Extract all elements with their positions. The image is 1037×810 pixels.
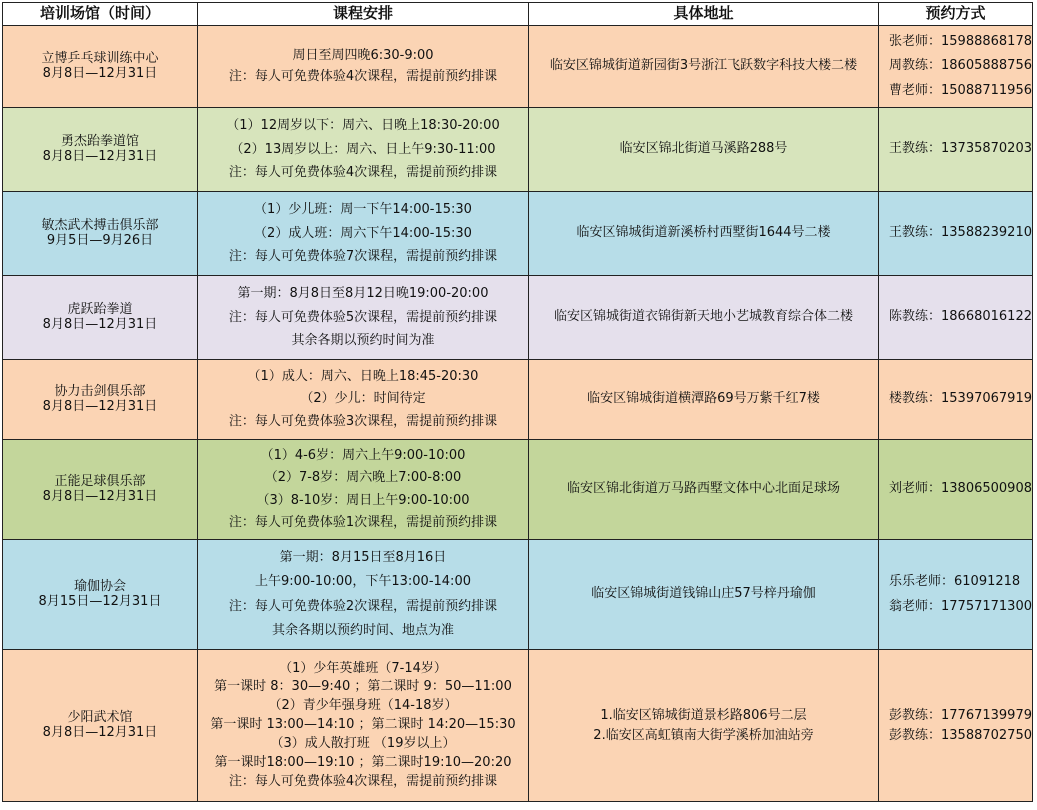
schedule-line: （2）成人班：周六下午14:00-15:30 (254, 225, 472, 241)
schedule-line: 注：每人可免费体验4次课程，需提前预约排课 (228, 773, 498, 789)
venue-dates: 9月5日—9月26日 (46, 232, 154, 248)
schedule-cell (198, 108, 529, 192)
schedule-cell (198, 276, 529, 360)
venue-cell (3, 26, 198, 108)
venue-name: 敏杰武术搏击俱乐部 (41, 217, 159, 233)
venue-cell (3, 192, 198, 276)
schedule-line: （1）4-6岁：周六上午9:00-10:00 (260, 448, 466, 464)
contact-line: 翁老师：17757171300 (889, 598, 1032, 614)
address-cell: 临安区锦北街道马溪路288号 (529, 108, 879, 192)
schedule-line: 第一期：8月8日至8月12日晚19:00-20:00 (237, 286, 489, 302)
contact-line: 周教练：18605888756 (889, 58, 1032, 74)
schedule-line: （1）成人：周六、日晚上18:45-20:30 (247, 369, 479, 385)
schedule-line: （3）成人散打班 （19岁以上） (270, 735, 456, 751)
contact-cell (879, 276, 1033, 360)
header-booking: 预约方式 (879, 3, 1033, 26)
contact-cell (879, 440, 1033, 540)
schedule-line: （2）青少年强身班（14-18岁） (268, 698, 458, 714)
venue-dates: 8月8日—12月31日 (42, 488, 158, 504)
table-row (3, 440, 1033, 540)
venue-dates: 8月8日—12月31日 (42, 316, 158, 332)
contact-line: 陈教练：18668016122 (889, 309, 1032, 325)
schedule-line: 第一课时 13:00—14:10 ；第二课时 14:20—15:30 (210, 717, 516, 733)
address-cell: 临安区锦城街道新溪桥村西墅街1644号二楼 (529, 192, 879, 276)
schedule-line: （3）8-10岁：周日上午9:00-10:00 (256, 492, 470, 508)
table-row (3, 108, 1033, 192)
address-cell: 临安区锦城街道衣锦街新天地小艺城教育综合体二楼 (529, 276, 879, 360)
venue-dates: 8月8日—12月31日 (42, 724, 158, 740)
header-row (3, 3, 1033, 26)
contact-cell (879, 26, 1033, 108)
table-row (3, 26, 1033, 108)
contact-line: 刘老师：13806500908 (889, 481, 1032, 497)
venue-name: 勇杰跆拳道馆 (60, 133, 139, 149)
schedule-cell (198, 192, 529, 276)
schedule-line: （2）13周岁以上：周六、日上午9:30-11:00 (230, 141, 496, 157)
schedule-line: 注：每人可免费体验5次课程，需提前预约排课 (228, 309, 498, 325)
schedule-cell (198, 650, 529, 802)
schedule-line: （1）少儿班：周一下午14:00-15:30 (254, 202, 472, 218)
header-address: 具体地址 (529, 3, 879, 26)
schedule-line: 注：每人可免费体验4次课程，需提前预约排课 (228, 165, 498, 181)
address-cell: 临安区锦城街道横潭路69号万紫千红7楼 (529, 360, 879, 440)
contact-line: 张老师：15988868178 (889, 34, 1032, 50)
header-schedule: 课程安排 (198, 3, 529, 26)
venue-name: 虎跃跆拳道 (67, 301, 133, 317)
venue-cell (3, 650, 198, 802)
contact-cell (879, 360, 1033, 440)
contact-cell (879, 650, 1033, 802)
contact-line: 彭教练：13588702750 (889, 727, 1032, 743)
schedule-line: 第一课时18:00—19:10 ；第二课时19:10—20:20 (214, 754, 512, 770)
schedule-line: 第一期：8月15日至8月16日 (279, 550, 447, 566)
venue-cell (3, 540, 198, 650)
address-cell: 临安区锦城街道钱锦山庄57号梓丹瑜伽 (529, 540, 879, 650)
address-cell (529, 650, 879, 802)
contact-cell (879, 540, 1033, 650)
schedule-line: （1）少年英雄班（7-14岁） (279, 660, 447, 676)
schedule-line: 周日至周四晚6:30-9:00 (292, 47, 434, 63)
venue-name: 正能足球俱乐部 (54, 473, 146, 489)
address-line: 1.临安区锦城街道景杉路806号二层 (600, 708, 807, 723)
venue-cell (3, 276, 198, 360)
address-line: 2.临安区高虹镇南大街学溪桥加油站旁 (593, 727, 814, 743)
venue-dates: 8月15日—12月31日 (38, 593, 162, 609)
schedule-line: （2）少儿：时间待定 (300, 391, 426, 407)
venue-cell (3, 440, 198, 540)
contact-line: 乐乐老师：61091218 (889, 574, 1021, 590)
schedule-line: 注：每人可免费体验2次课程，需提前预约排课 (228, 598, 498, 614)
table-row (3, 540, 1033, 650)
schedule-cell (198, 360, 529, 440)
venue-cell (3, 360, 198, 440)
schedule-line: （1）12周岁以下：周六、日晚上18:30-20:00 (226, 118, 500, 134)
table-row (3, 192, 1033, 276)
table-row (3, 276, 1033, 360)
venue-name: 瑜伽协会 (73, 578, 126, 594)
schedule-line: （2）7-8岁：周六晚上7:00-8:00 (264, 470, 462, 486)
schedule-line: 注：每人可免费体验1次课程，需提前预约排课 (228, 514, 498, 530)
table-row (3, 360, 1033, 440)
venue-dates: 8月8日—12月31日 (42, 65, 158, 81)
contact-line: 楼教练：15397067919 (889, 391, 1032, 407)
contact-line: 曹老师：15088711956 (889, 82, 1032, 98)
contact-line: 彭教练：17767139979 (889, 708, 1032, 723)
address-cell: 临安区锦北街道万马路西墅文体中心北面足球场 (529, 440, 879, 540)
schedule-line: 注：每人可免费体验4次课程，需提前预约排课 (228, 68, 498, 84)
contact-cell (879, 192, 1033, 276)
schedule-cell (198, 540, 529, 650)
address-cell: 临安区锦城街道新园街3号浙江飞跃数字科技大楼二楼 (529, 26, 879, 108)
table-row (3, 650, 1033, 802)
schedule-line: 注：每人可免费体验3次课程，需提前预约排课 (228, 413, 498, 429)
schedule-line: 其余各期以预约时间为准 (291, 333, 435, 349)
venue-name: 少阳武术馆 (67, 709, 133, 725)
schedule-line: 上午9:00-10:00，下午13:00-14:00 (255, 574, 471, 590)
contact-line: 王教练：13588239210 (889, 225, 1032, 241)
course-schedule-table (2, 2, 1033, 802)
venue-name: 协力击剑俱乐部 (54, 383, 146, 399)
contact-cell (879, 108, 1033, 192)
venue-cell (3, 108, 198, 192)
header-venue: 培训场馆（时间） (3, 3, 198, 26)
schedule-line: 第一课时 8：30—9:40 ；第二课时 9：50—11:00 (214, 679, 512, 695)
schedule-line: 注：每人可免费体验7次课程，需提前预约排课 (228, 249, 498, 265)
venue-name: 立博乒乓球训练中心 (41, 50, 159, 66)
schedule-cell (198, 26, 529, 108)
schedule-line: 其余各期以预约时间、地点为准 (271, 622, 454, 638)
venue-dates: 8月8日—12月31日 (42, 148, 158, 164)
venue-dates: 8月8日—12月31日 (42, 398, 158, 414)
contact-line: 王教练：13735870203 (889, 141, 1032, 157)
schedule-cell (198, 440, 529, 540)
